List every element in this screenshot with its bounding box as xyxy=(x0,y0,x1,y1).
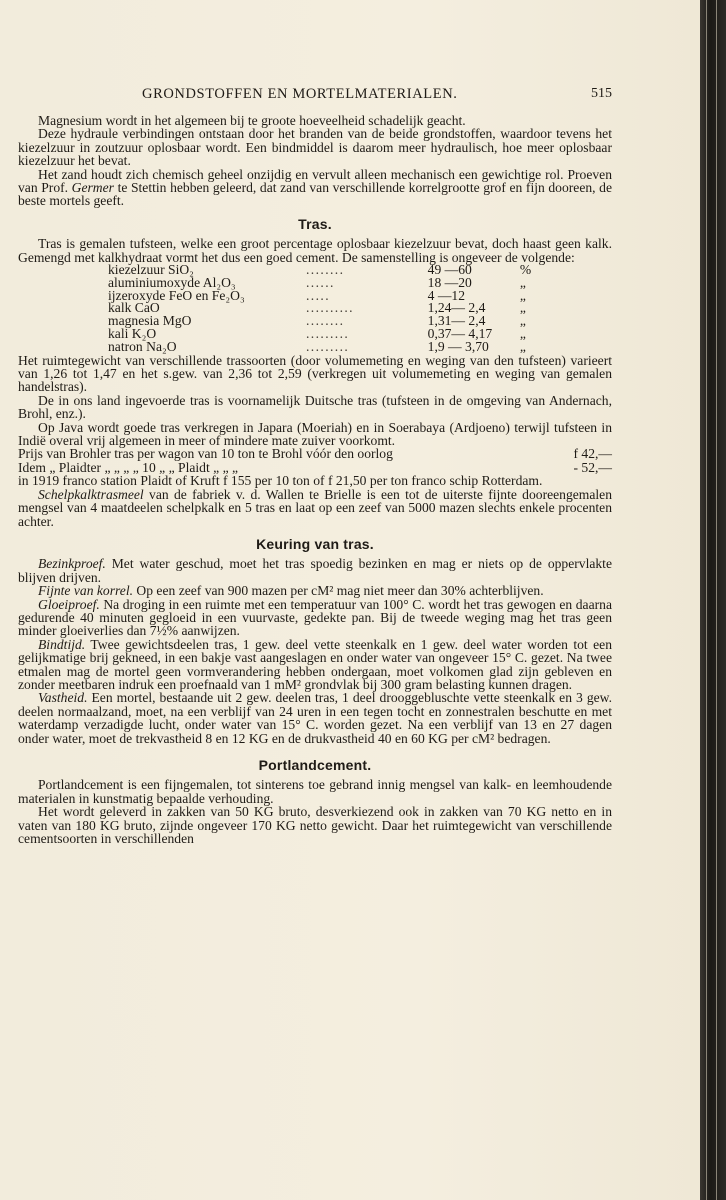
section-heading-portland: Portlandcement. xyxy=(258,757,372,774)
component-unit: „ xyxy=(519,274,526,290)
component-range: 1,9 — 3,70 xyxy=(427,338,489,354)
portland-paragraph-1: Portlandcement is een fijngemalen, tot sinterens toe gebrand innig mengsel van kalk- en leemhoudende materialen in kunstmatig bepaalde verhouding. xyxy=(18,777,612,806)
leader-dots: ......... xyxy=(306,326,350,342)
intro-paragraph-2: Deze hydraule verbindingen ontstaan door het branden van de beide grondstoffen, waardoor tevens het kiezelzuur in zoutzuur oplosbaar wordt. Een bindmiddel is daarom meer hydraulisch, hoe meer oplosbaar kiezelzuur het bevat. xyxy=(18,126,612,169)
section-heading-keuring: Keuring van tras. xyxy=(256,535,374,552)
price-line-2-text: Idem „ Plaidter „ „ „ „ 10 „ „ Plaidt „ „ „ xyxy=(18,459,239,475)
component-range: 1,24— 2,4 xyxy=(427,300,486,316)
test-paragraph xyxy=(18,557,612,584)
component-name: natron Na₂O xyxy=(108,338,177,354)
component-name: kali K₂O xyxy=(108,326,157,342)
test-term: Gloeiproef. xyxy=(38,596,100,612)
tras-paragraph-2: Het ruimtegewicht van verschillende trassoorten (door volumemeting en weging van den tufsteen) varieert van 1,26 tot 1,47 en het s.gew. van 2,36 tot 2,59 (verkregen uit volumemeting en weging van gemalen handelstras). xyxy=(18,352,612,395)
keuring-list xyxy=(18,557,612,745)
tras-paragraph-5 xyxy=(18,488,612,528)
leader-dots: ........ xyxy=(306,262,345,278)
intro-paragraph-3-end: te Stettin hebben geleerd, dat zand van verschillende korrelgrootte grof en fijn dooreen, de beste mortels geeft. xyxy=(18,180,612,209)
component-name: aluminiumoxyde Al₂O₃ xyxy=(108,274,236,290)
test-description: Een mortel, bestaande uit 2 gew. deelen tras, 1 deel drooggebluschte vette steenkalk en 3 gew. deelen normaalzand, moet, na een verblijf van 24 uren in een tegen tocht en zonnestralen beschutte en met waterdamp verzadigde lucht, onder water van 15° C. worden gezet. Na een verblijf van 13 en 27 dagen onder water, moet de trekvastheid 8 en 12 KG en de drukvastheid 40 en 60 KG per cM² bedragen. xyxy=(18,690,613,746)
book-edge xyxy=(700,0,726,1200)
edge-line xyxy=(716,0,717,1200)
test-paragraph xyxy=(18,638,612,692)
leader-dots: .......... xyxy=(306,300,354,316)
component-range: 0,37— 4,17 xyxy=(427,326,493,342)
component-unit: „ xyxy=(519,326,526,342)
portland-paragraph-2: Het wordt geleverd in zakken van 50 KG bruto, desverkiezend ook in zakken van 70 KG netto en in vaten van 180 KG bruto, zijnde ongeveer 170 KG netto gewicht. Daar het ruimtegewicht van verschillende cementsoorten in verschillenden xyxy=(18,804,612,847)
component-range: 4 —12 xyxy=(427,287,466,303)
component-range: 49 —60 xyxy=(427,262,472,278)
component-name: magnesia MgO xyxy=(108,313,192,329)
running-header xyxy=(0,86,612,104)
component-unit: % xyxy=(519,262,532,278)
tras-paragraph-1: Tras is gemalen tufsteen, welke een groot percentage oplosbaar kiezelzuur bevat, doch haast geen kalk. Gemengd met kalkhydraat vormt het dus een goed cement. De samenstelling is ongeveer de volgende: xyxy=(18,236,612,265)
section-heading-tras: Tras. xyxy=(298,215,332,232)
intro-paragraph-3-start: Het zand houdt zich chemisch geheel onzijdig en vervult alleen mechanisch een gewichtige rol. Proeven van Prof. xyxy=(18,166,612,196)
intro-paragraph-3 xyxy=(18,168,612,208)
test-description: Op een zeef van 900 mazen per cM² mag niet meer dan 30% achterblijven. xyxy=(136,583,544,599)
test-term: Fijnte van korrel. xyxy=(38,583,134,599)
price-line-2-value: - 52,— xyxy=(573,459,612,475)
leader-dots: ..... xyxy=(306,287,330,303)
component-name: ijzeroxyde FeO en Fe₂O₃ xyxy=(108,287,245,303)
test-term: Vastheid. xyxy=(38,690,88,706)
price-line-1 xyxy=(18,447,612,460)
tras-paragraph-5-text: van de fabriek v. d. Wallen te Brielle is een tot de uiterste fijnte dooreengemalen mengsel van 4 maatdeelen schelpkalk en 5 tras en laat op een zeef van 5000 mazen slechts enkele procenten achter. xyxy=(18,486,613,529)
test-description: Na droging in een ruimte met een temperatuur van 100° C. wordt het tras gewogen en daarna gedurende 40 minuten gegloeid in een vuurvaste, gedekte pan. Bij de tweede weging mag het tras geen minder gloeiverlies dan 7½% aanwijzen. xyxy=(18,596,612,639)
component-unit: „ xyxy=(519,287,526,303)
leader-dots: ...... xyxy=(306,274,335,290)
running-title: GRONDSTOFFEN EN MORTELMATERIALEN. xyxy=(142,86,458,102)
component-unit: „ xyxy=(519,313,526,329)
price-line-3: in 1919 franco station Plaidt of Kruft f 155 per 10 ton of f 21,50 per ton franco schip Rotterdam. xyxy=(18,473,543,489)
component-name: kalk CaO xyxy=(108,300,160,316)
page-number: 515 xyxy=(591,86,612,101)
test-paragraph xyxy=(18,598,612,638)
component-name: kiezelzuur SiO₂ xyxy=(108,262,194,278)
price-line-2 xyxy=(18,461,612,474)
component-range: 1,31— 2,4 xyxy=(427,313,486,329)
component-unit: „ xyxy=(519,338,526,354)
edge-line xyxy=(706,0,707,1200)
leader-dots: ......... xyxy=(306,338,350,354)
page-body xyxy=(18,114,612,845)
intro-paragraph-1: Magnesium wordt in het algemeen bij te groote hoeveelheid schadelijk geacht. xyxy=(38,113,466,128)
component-range: 18 —20 xyxy=(427,274,472,290)
component-unit: „ xyxy=(519,300,526,316)
test-description: Met water geschud, moet het tras spoedig bezinken en mag er niets op de oppervlakte blijven drijven. xyxy=(18,556,612,585)
test-term: Bindtijd. xyxy=(38,636,86,652)
tras-paragraph-3: De in ons land ingevoerde tras is voornamelijk Duitsche tras (tufsteen in de omgeving van Andernach, Brohl, enz.). xyxy=(18,392,612,422)
composition-row xyxy=(108,341,548,354)
test-term: Bezinkproef. xyxy=(38,556,106,572)
test-description: Twee gewichtsdeelen tras, 1 gew. deel vette steenkalk en 1 gew. deel water worden tot een gelijkmatige brij gekneed, in een bakje vast aangeslagen en onder water van ongeveer 15° C. gezet. Na twee etmalen mag de mortel geen vormverandering hebben ondergaan, moet volkomen glad zijn gebleven en zonder meetbaren indruk een proefnaald van 1 mM² grondvlak bij 300 gram belasting kunnen dragen. xyxy=(18,636,612,692)
price-line-1-text: Prijs van Brohler tras per wagon van 10 ton te Brohl vóór den oorlog xyxy=(18,446,393,462)
tras-paragraph-4: Op Java wordt goede tras verkregen in Japara (Moeriah) en in Soerabaya (Ardjoeno) terwijl tufsteen in Indië overal vrij algemeen in meer of mindere mate zuiver voorkomt. xyxy=(18,419,612,449)
leader-dots: ........ xyxy=(306,313,345,329)
test-paragraph xyxy=(18,584,612,597)
schelpkalktrasmeel-term: Schelpkalktrasmeel xyxy=(38,486,144,502)
price-line-1-value: f 42,— xyxy=(573,446,612,462)
composition-table xyxy=(108,264,548,354)
test-paragraph xyxy=(18,691,612,745)
author-name: Germer xyxy=(71,180,114,196)
